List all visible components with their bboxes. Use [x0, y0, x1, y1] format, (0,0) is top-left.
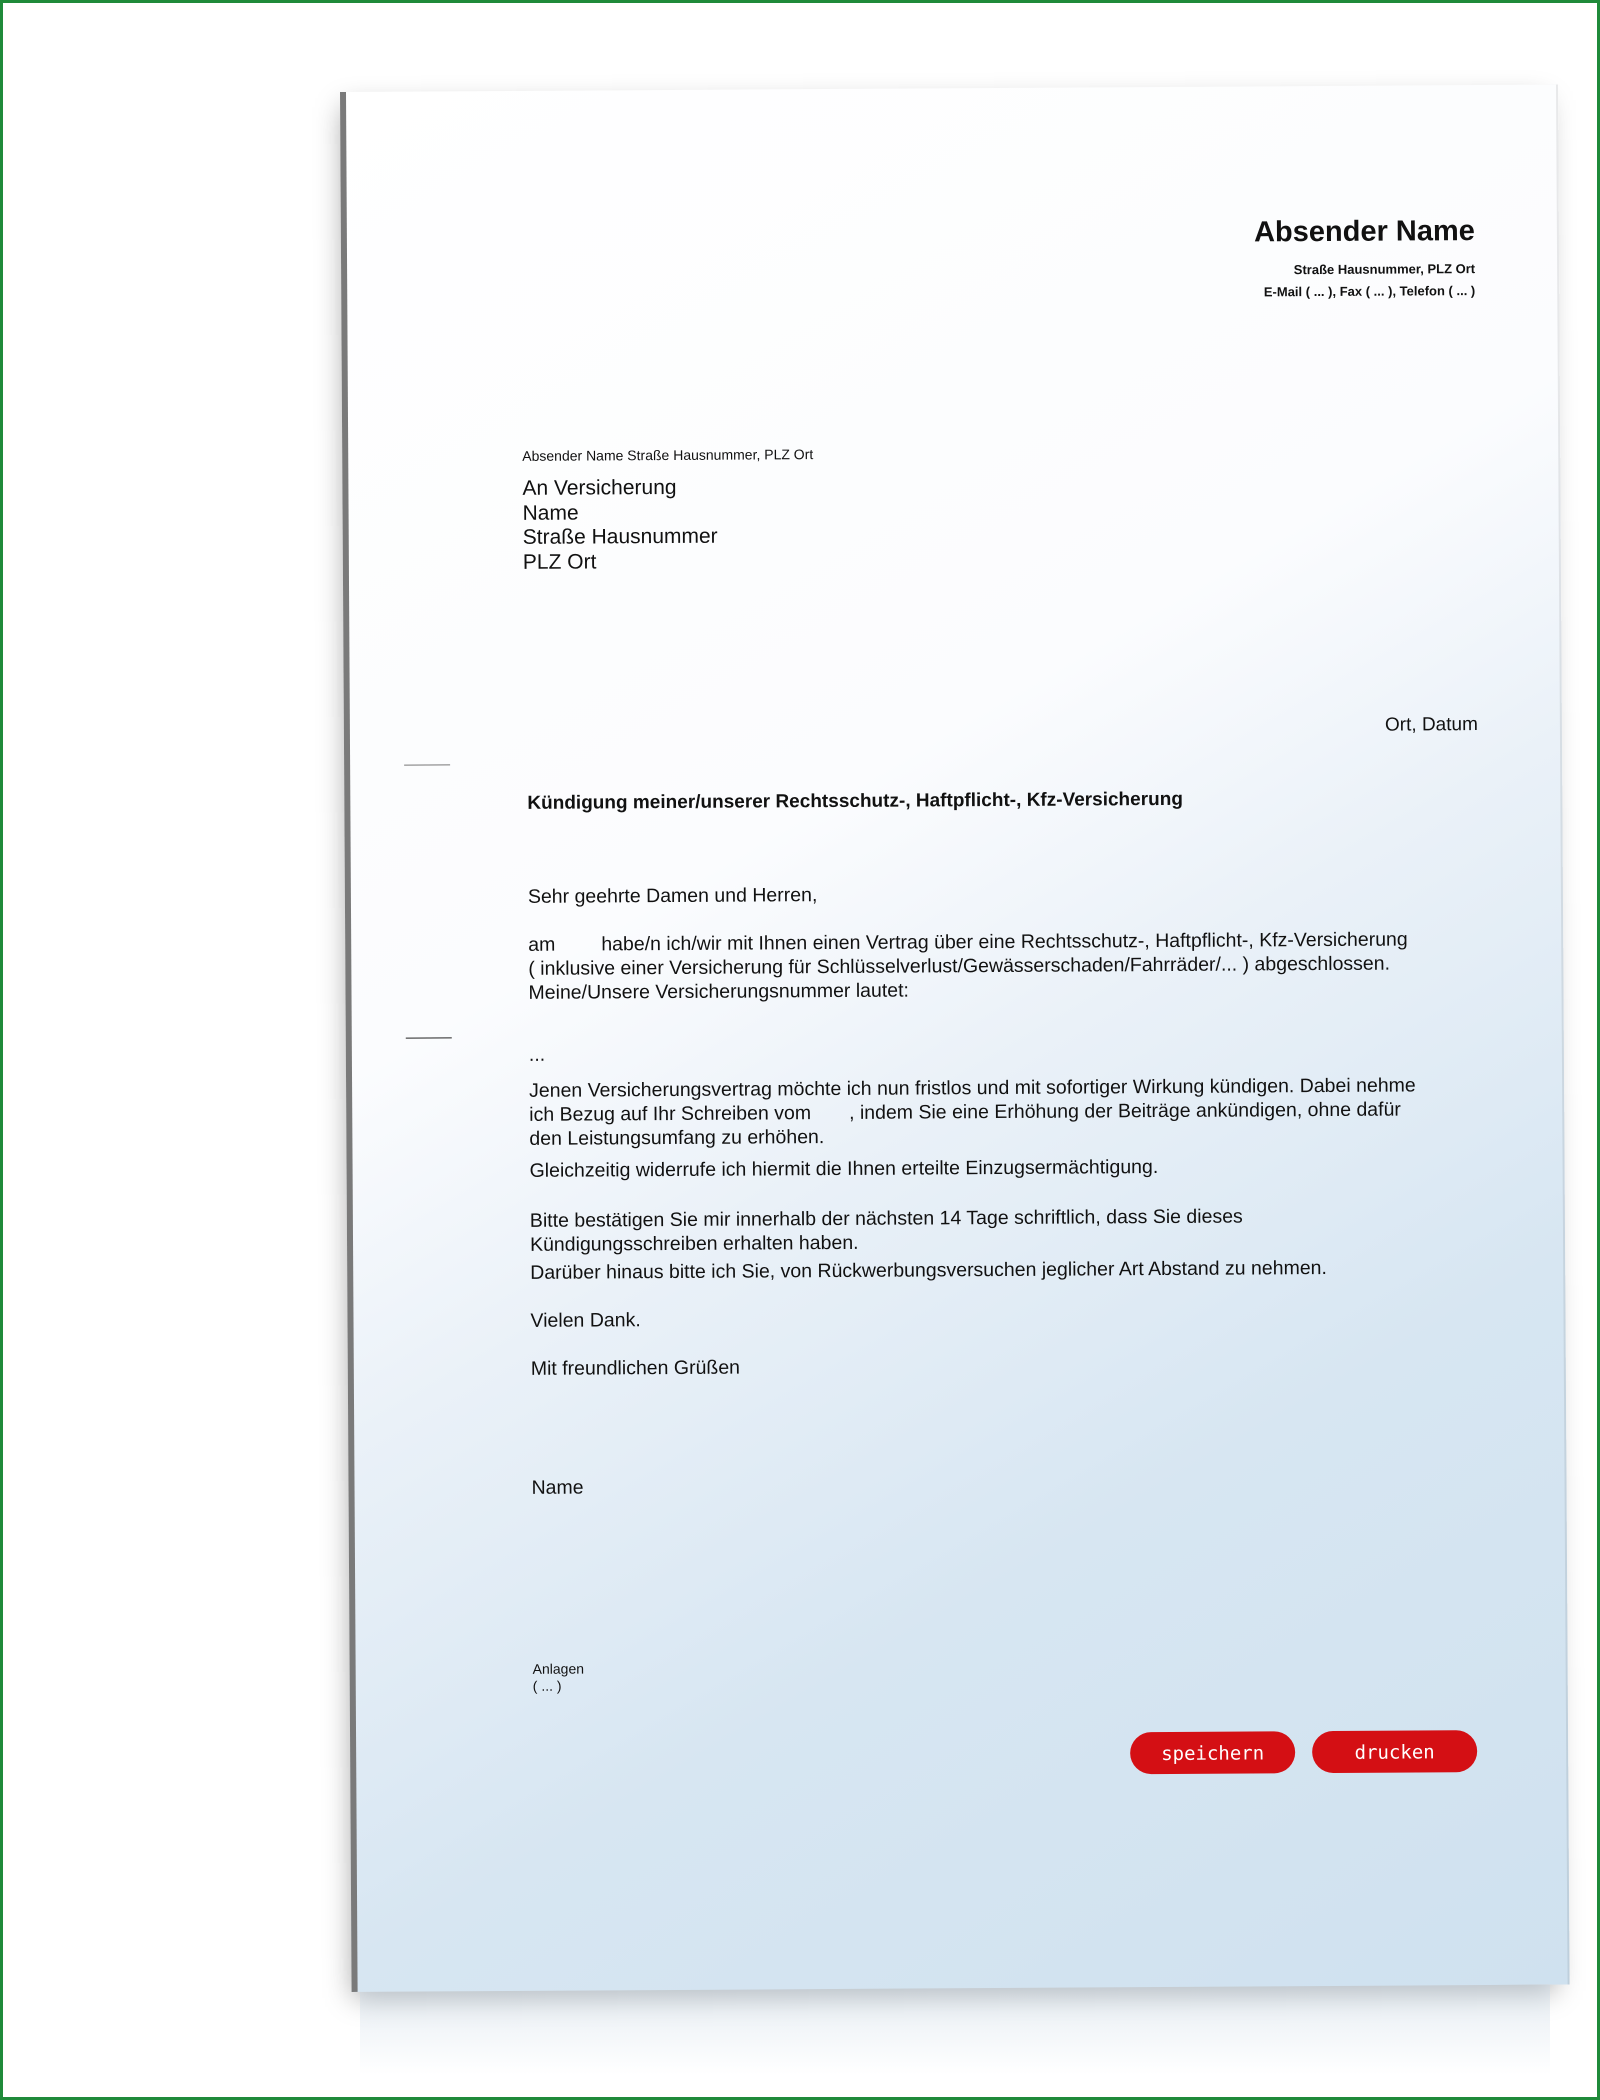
text-segment: am: [528, 933, 556, 956]
attachments: [533, 1661, 585, 1695]
signature-name: Name: [531, 1476, 584, 1499]
recipient-line: An Versicherung: [522, 475, 677, 500]
insurance-number: ...: [528, 1043, 546, 1066]
save-button[interactable]: speichern: [1130, 1731, 1295, 1774]
text-segment: , indem Sie eine Erhöhung der Beiträge ankündigen, ohne dafür: [849, 1098, 1401, 1124]
punch-mark: [406, 1037, 452, 1038]
page-reflection: [360, 1985, 1550, 2075]
paragraph-line: Bitte bestätigen Sie mir innerhalb der nächsten 14 Tage schriftlich, dass Sie dieses: [529, 1205, 1243, 1232]
paragraph-line: ( inklusive einer Versicherung für Schlüsselverlust/Gewässerschaden/Fahrräder/... ) abgeschlossen.: [528, 952, 1391, 980]
thanks-line: Vielen Dank.: [530, 1309, 641, 1332]
sender-header: [1254, 215, 1475, 303]
paragraph-contract: [528, 927, 1448, 1005]
print-button[interactable]: drucken: [1312, 1730, 1477, 1773]
paragraph-line: Jenen Versicherungsvertrag möchte ich nun fristlos und mit sofortiger Wirkung kündigen. Dabei nehme: [529, 1074, 1416, 1102]
text-segment: ich Bezug auf Ihr Schreiben vom: [529, 1102, 812, 1126]
sender-contact: E-Mail ( ... ), Fax ( ... ), Telefon ( ... ): [1263, 283, 1476, 300]
letter-page: [340, 85, 1570, 1992]
attachments-value: ( ... ): [532, 1677, 562, 1694]
attachments-label: Anlagen: [532, 1660, 585, 1677]
place-date: Ort, Datum: [1384, 714, 1478, 736]
fold-mark: [404, 764, 450, 765]
recipient-line: Name: [522, 501, 579, 525]
salutation: Sehr geehrte Damen und Herren,: [527, 884, 818, 908]
paragraph-revocation: Gleichzeitig widerrufe ich hiermit die Ihnen erteilte Einzugsermächtigung.: [529, 1156, 1159, 1182]
paragraph-line: den Leistungsumfang zu erhöhen.: [529, 1126, 825, 1150]
recipient-line: PLZ Ort: [522, 549, 597, 574]
closing-line: Mit freundlichen Grüßen: [530, 1356, 741, 1380]
sender-address: Straße Hausnummer, PLZ Ort: [1293, 261, 1476, 278]
sender-name: Absender Name: [1253, 215, 1475, 249]
paragraph-line: Meine/Unsere Versicherungsnummer lautet:: [528, 979, 910, 1004]
recipient-line: Straße Hausnummer: [522, 524, 718, 549]
paragraph-termination: [529, 1073, 1449, 1151]
text-segment: habe/n ich/wir mit Ihnen einen Vertrag über eine Rechtsschutz-, Haftpflicht-, Kfz-Versicherung: [601, 928, 1408, 956]
subject-line: Kündigung meiner/unserer Rechtsschutz-, Haftpflicht-, Kfz-Versicherung: [527, 788, 1183, 814]
recipient-block: [522, 476, 718, 575]
paragraph-confirmation: [530, 1203, 1450, 1257]
return-address: Absender Name Straße Hausnummer, PLZ Ort: [522, 446, 814, 464]
paragraph-line: Kündigungsschreiben erhalten haben.: [529, 1231, 859, 1256]
paragraph-no-solicitation: Darüber hinaus bitte ich Sie, von Rückwerbungsversuchen jeglicher Art Abstand zu nehmen.: [530, 1256, 1327, 1284]
